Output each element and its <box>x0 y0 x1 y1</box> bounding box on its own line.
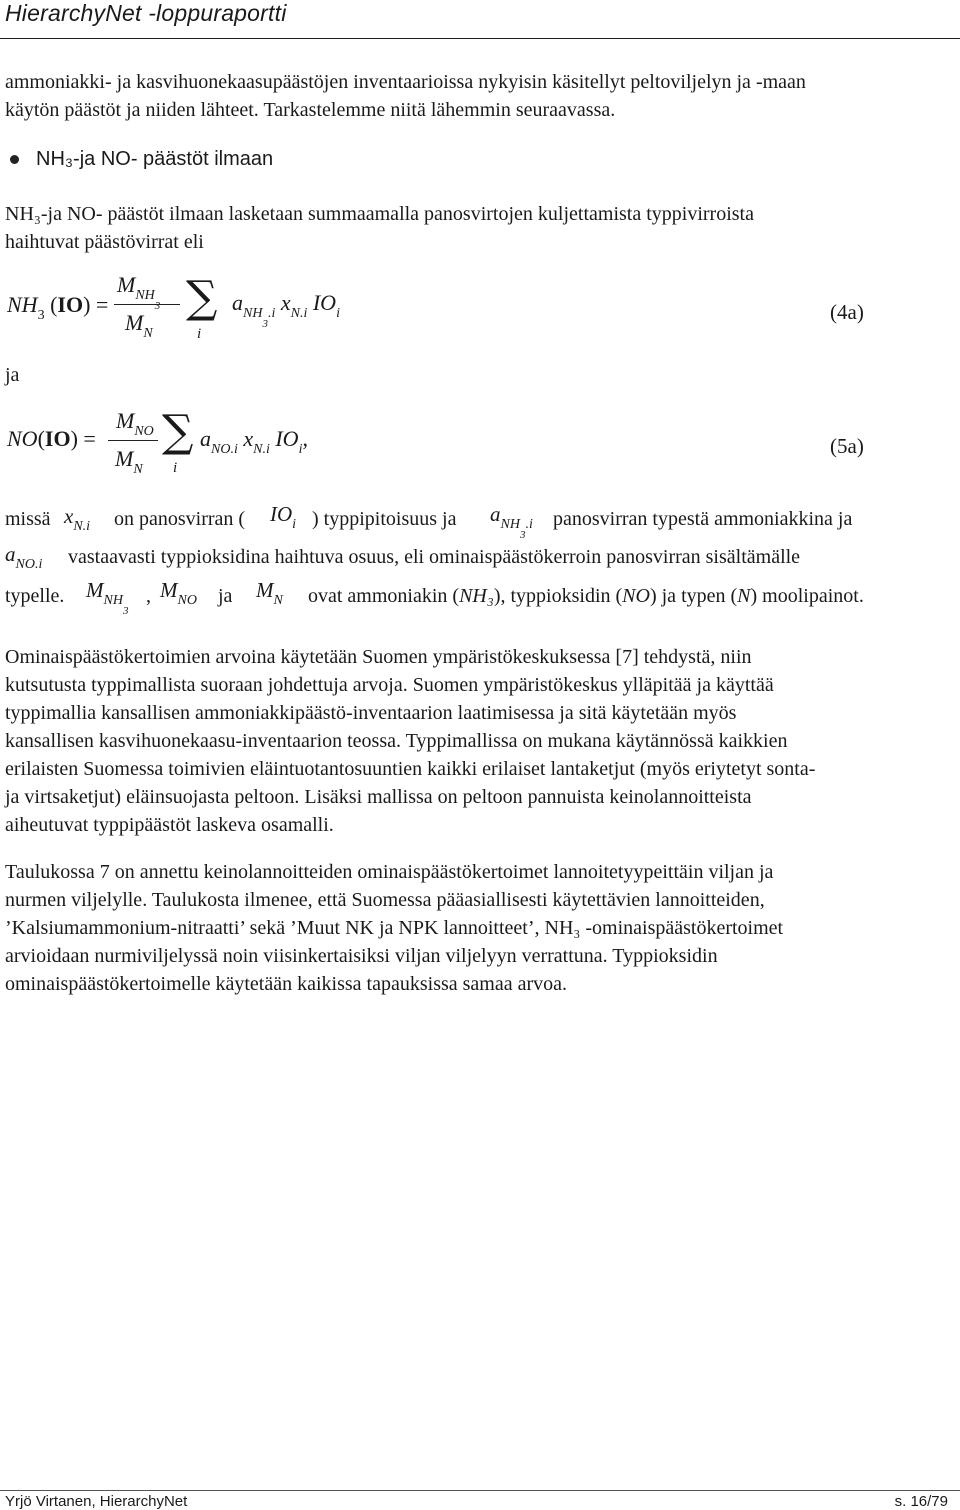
eq4a-sum-index: i <box>197 326 202 342</box>
para3-line: nurmen viljelylle. Taulukosta ilmenee, että Suomessa pääasiallisesti käytettävien lannoitteiden, <box>5 889 765 911</box>
ja-connector: ja <box>5 364 20 386</box>
defs-missa: missä <box>5 508 51 530</box>
eq5a-comma: , <box>302 426 308 451</box>
defs-var-mno: $M_{NO}$ <box>160 578 197 608</box>
intro-line-2: käytön päästöt ja niiden lähteet. Tarkastelemme niitä lähemmin seuraavassa. <box>5 99 616 121</box>
body1-line-2: haihtuvat päästövirrat eli <box>5 231 204 253</box>
defs-var-xni: $x_{N.i}$ <box>64 504 91 534</box>
eq4a-number: (4a) <box>830 300 864 324</box>
intro-paragraph <box>5 68 885 124</box>
eq5a-numerator: $M_{NO}$ <box>116 408 154 439</box>
eq4a-lhs: $NH_3$ (IO) = <box>7 292 109 323</box>
para3-line: arvioidaan nurmiviljelyssä noin viisinkertaisiksi viljan viljelyyn verrattuna. Typpioksidin <box>5 945 718 967</box>
para3-line: Taulukossa 7 on annettu keinolannoitteiden ominaispäästökertoimet lannoitetyypeittäin viljan ja <box>5 861 774 883</box>
eq4a-summand: $a_{NH_3.i}$ $x_{N.i}$ $IO_i$ <box>232 290 340 330</box>
defs-ja: ja <box>218 585 233 607</box>
defs-ovat: ovat ammoniakin ( <box>308 585 460 607</box>
defs-panosvirran-typesta: panosvirran typestä ammoniakkina ja <box>553 508 853 530</box>
para2-line: kutsutusta typpimallista suoraan johdettuja arvoja. Suomen ympäristökeskus ylläpitää ja käyttää <box>5 674 774 696</box>
defs-vastaavasti: vastaavasti typpioksidina haihtuva osuus, eli ominaispäästökerroin panosvirran sisältämälle <box>68 546 801 568</box>
eq5a-fraction-bar <box>108 440 158 441</box>
defs-ovat-line <box>308 585 864 608</box>
defs-var-mn: $M_N$ <box>256 578 283 608</box>
intro-line-1: ammoniakki- ja kasvihuonekaasupäästöjen inventaarioissa nykyisin käsitellyt peltoviljelyn ja -maan <box>5 71 806 93</box>
defs-typen: ) ja typen ( <box>649 585 738 607</box>
eq5a-sum-index: i <box>173 460 178 476</box>
eq4a-sum-icon: ∑ <box>186 272 218 323</box>
header-divider <box>0 38 960 39</box>
para3-line: ominaispäästökertoimelle käytetään kaikissa tapauksissa samaa arvoa. <box>5 973 568 995</box>
eq5a-sum-icon: ∑ <box>162 406 194 457</box>
eq4a-fraction-bar <box>114 304 180 305</box>
section-heading: NH₃-ja NO- päästöt ilmaan <box>36 148 274 170</box>
defs-typpipitoisuus: ) typpipitoisuus ja <box>312 508 457 530</box>
defs-typelle: typelle. <box>5 585 65 607</box>
para2-line: aiheutuvat typpipäästöt laskeva osamalli. <box>5 814 334 836</box>
footer-divider <box>0 1490 960 1491</box>
footer-author: Yrjö Virtanen, HierarchyNet <box>5 1493 188 1510</box>
bullet-icon <box>10 155 19 164</box>
defs-on-panos: on panosvirran ( <box>114 508 246 530</box>
body1-line-1: NH₃-ja NO- päästöt ilmaan lasketaan summaamalla panosvirtojen kuljettamista typpivirroista <box>5 203 754 225</box>
eq4a-numerator: $M_{NH_3}$ <box>117 272 161 312</box>
para2-line: ja virtsaketjut) eläinsuojasta peltoon. Lisäksi mallissa on peltoon pannuista keinolannoitteista <box>5 786 752 808</box>
para2-line: typpimallia kansallisen ammoniakkipäästö-inventaarion laatimisessa ja sitä käytetään myös <box>5 702 737 724</box>
defs-comma: , <box>146 585 151 607</box>
defs-moolipainot: ) moolipainot. <box>750 585 864 607</box>
para2-line: kansallisen kasvihuonekaasu-inventaarion teossa. Typpimallissa on mukana käytännössä kaikkien <box>5 730 788 752</box>
eq4a-denominator: $M_N$ <box>125 310 153 341</box>
para3-line: ’Kalsiumammonium-nitraatti’ sekä ’Muut NK ja NPK lannoitteet’, NH₃ -ominaispäästökertoimet <box>5 917 784 939</box>
para2-line: erilaisten Suomessa toimivien eläintuotantosuuntien kaikki erilaiset lantaketjut (myös eriytetyt sonta- <box>5 758 816 780</box>
header-title: HierarchyNet -loppuraportti <box>5 0 287 26</box>
eq5a-denominator: $M_N$ <box>115 446 143 477</box>
defs-var-anh3i: $a_{NH_3.i}$ <box>490 502 533 541</box>
eq5a-summand: $a_{NO.i}$ $x_{N.i}$ $IO_i$, <box>200 426 308 457</box>
eq5a-number: (5a) <box>830 434 864 458</box>
defs-var-ioi: $IO_i$ <box>270 502 297 532</box>
defs-nh3: NH₃ <box>459 585 494 607</box>
defs-var-anoi: $a_{NO.i}$ <box>5 542 43 572</box>
paragraph-3 <box>5 858 885 998</box>
defs-typpioksidin: ), typpioksidin ( <box>493 585 623 607</box>
eq5a-lhs: NO(IO) = <box>7 426 96 451</box>
defs-no: NO <box>622 585 650 607</box>
page-number: s. 16/79 <box>894 1493 948 1510</box>
body-paragraph-1 <box>5 200 885 256</box>
para2-line: Ominaispäästökertoimien arvoina käytetään Suomen ympäristökeskuksessa [7] tehdystä, niin <box>5 646 752 668</box>
paragraph-2 <box>5 643 885 839</box>
defs-n: N <box>737 585 751 607</box>
defs-var-mnh3: $M_{NH_3}$ <box>86 578 129 617</box>
